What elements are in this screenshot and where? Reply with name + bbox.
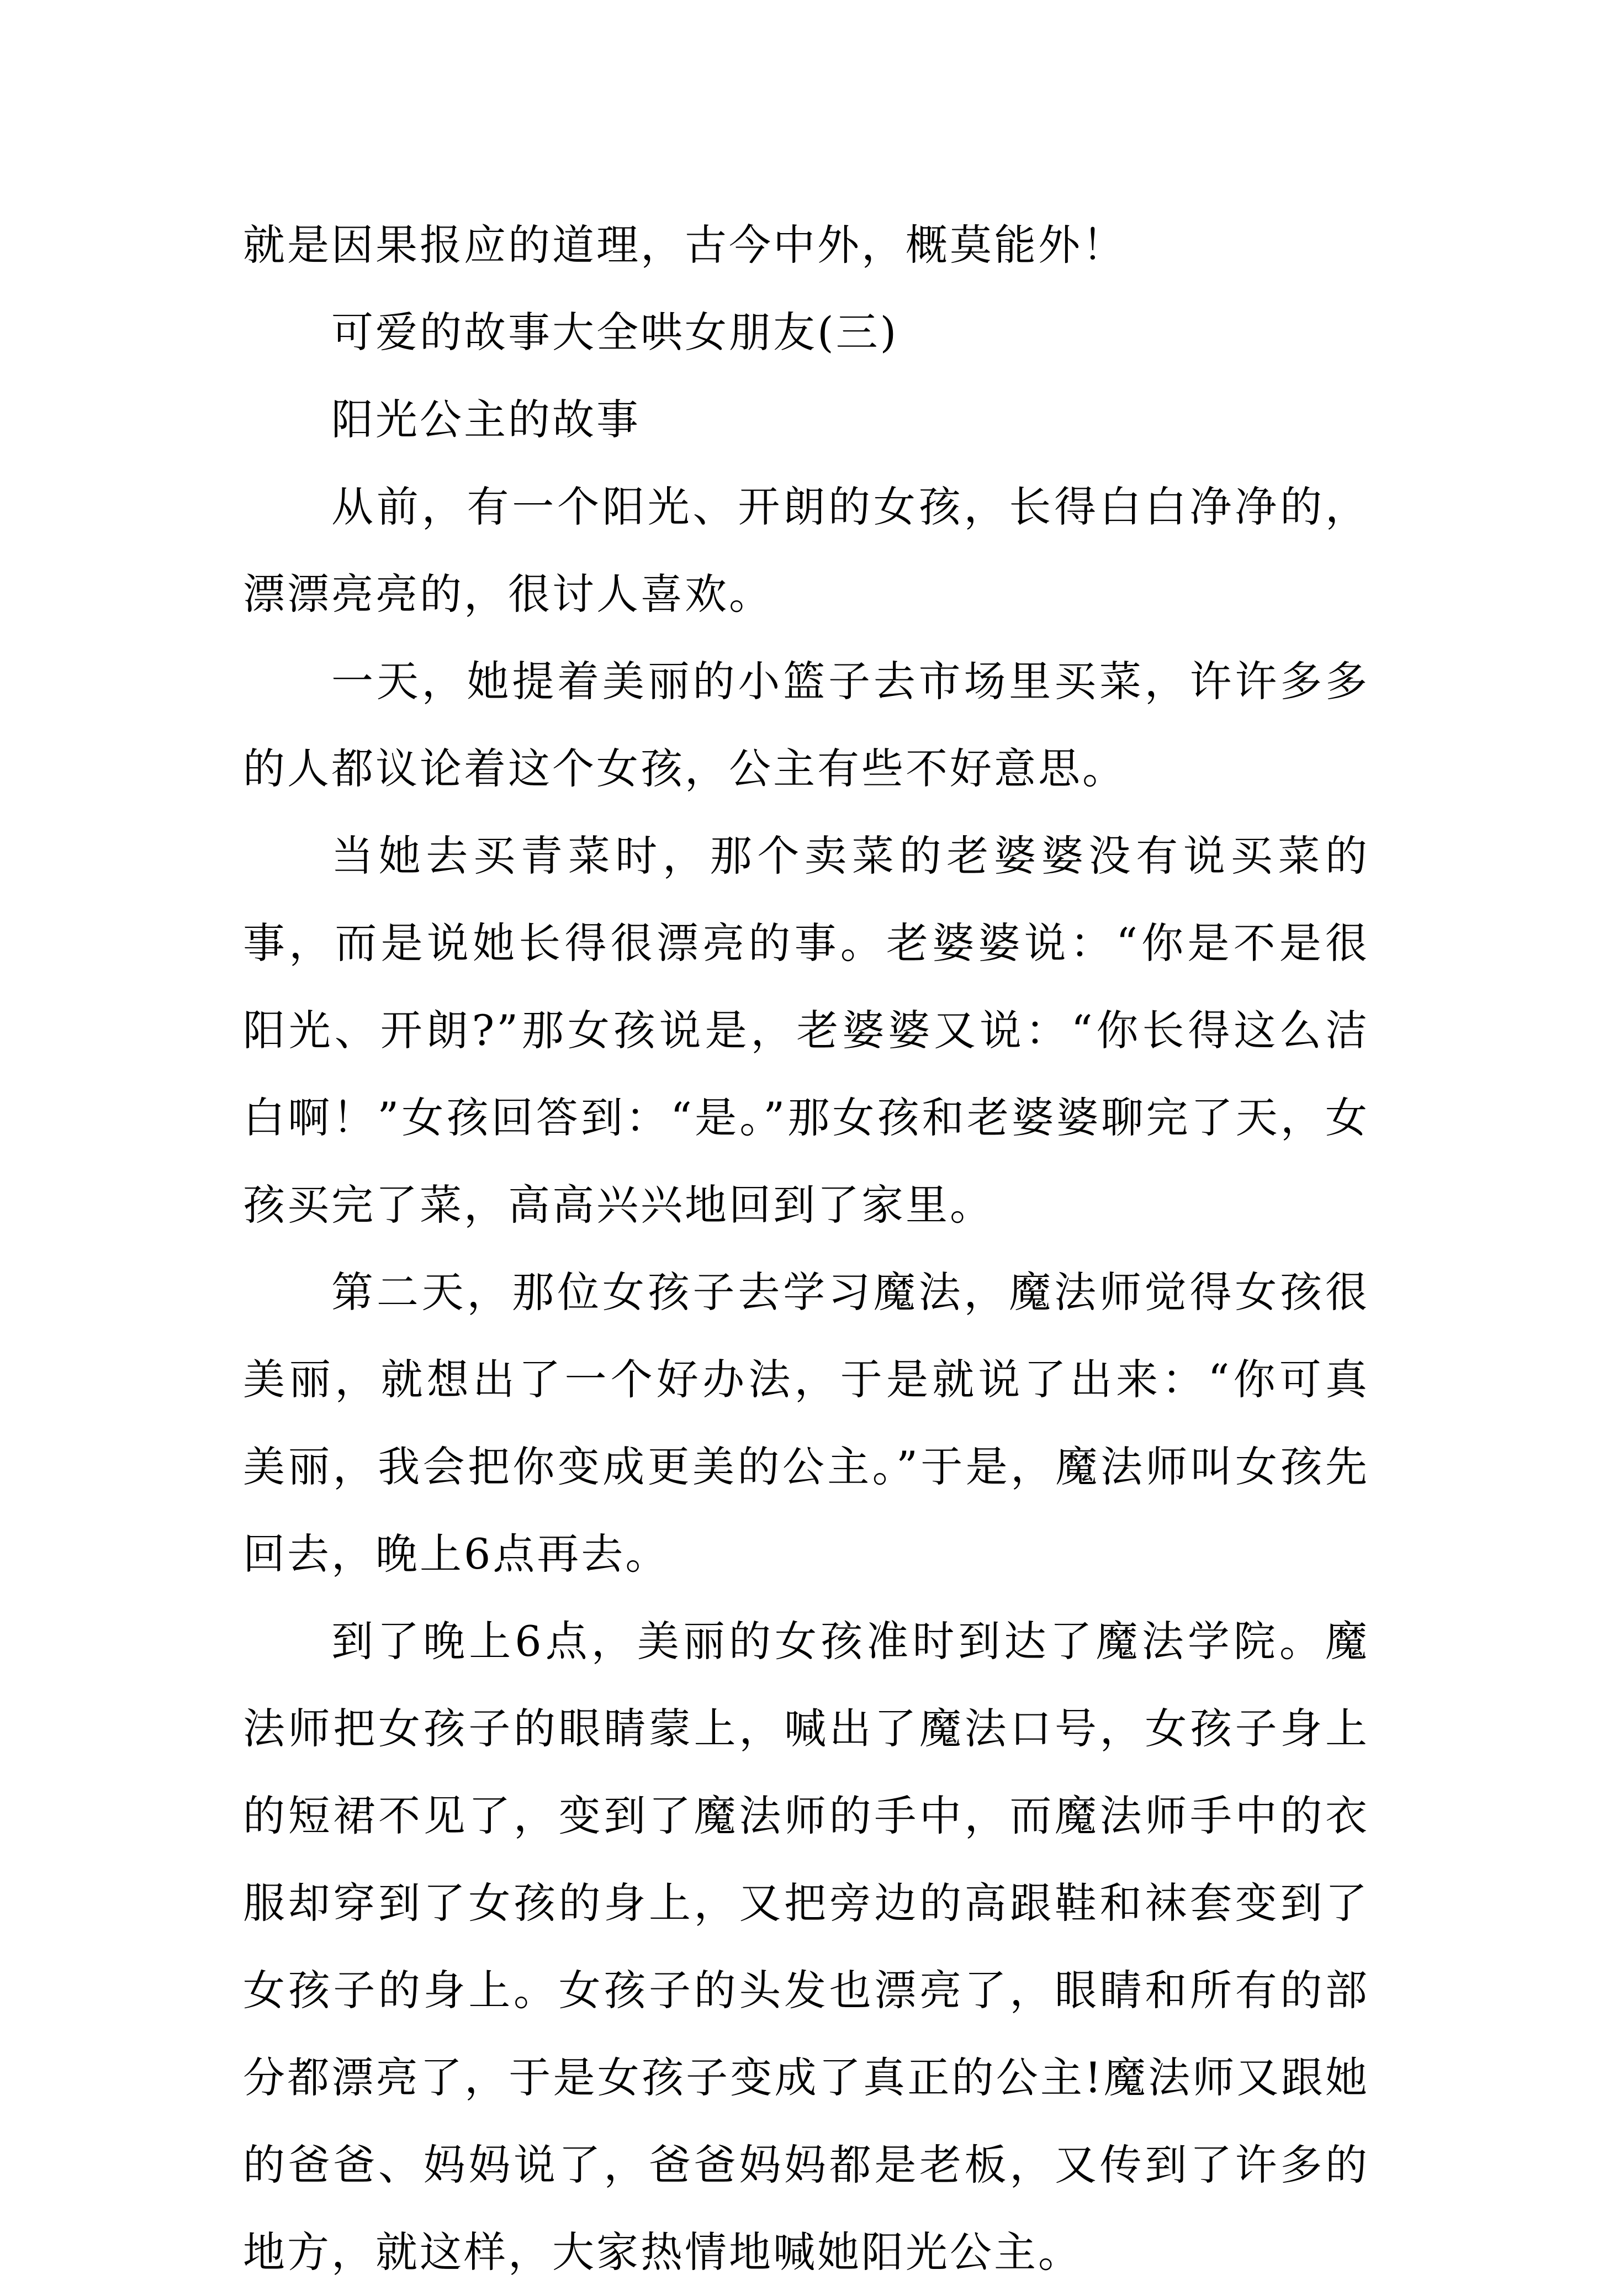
paragraph: 从前，有一个阳光、开朗的女孩，长得白白净净的，漂漂亮亮的，很讨人喜欢。 bbox=[243, 482, 1369, 619]
document-body bbox=[243, 202, 1369, 2296]
section-heading: 可爱的故事大全哄女朋友(三) bbox=[331, 308, 899, 357]
paragraph: 当她去买青菜时，那个卖菜的老婆婆没有说买菜的事，而是说她长得很漂亮的事。老婆婆说：“你是不是很阳光、开朗?”那女孩说是，老婆婆又说：“你长得这么洁白啊！”女孩回答到：“是。”那女孩和老婆婆聊完了天，女孩买完了菜，高高兴兴地回到了家里。 bbox=[243, 831, 1369, 1229]
paragraph: 一天，她提着美丽的小篮子去市场里买菜，许许多多的人都议论着这个女孩，公主有些不好意思。 bbox=[243, 657, 1369, 793]
story-title: 阳光公主的故事 bbox=[331, 395, 641, 444]
paragraph: 到了晚上6点，美丽的女孩准时到达了魔法学院。魔法师把女孩子的眼睛蒙上，喊出了魔法口号，女孩子身上的短裙不见了，变到了魔法师的手中，而魔法师手中的衣服却穿到了女孩的身上，又把旁边的高跟鞋和袜套变到了女孩子的身上。女孩子的头发也漂亮了，眼睛和所有的部分都漂亮了，于是女孩子变成了真正的公主!魔法师又跟她的爸爸、妈妈说了，爸爸妈妈都是老板，又传到了许多的地方，就这样，大家热情地喊她阳光公主。 bbox=[243, 1617, 1369, 2277]
paragraph-continuation: 就是因果报应的道理，古今中外，概莫能外！ bbox=[243, 220, 1126, 270]
paragraph: 第二天，那位女孩子去学习魔法，魔法师觉得女孩很美丽，就想出了一个好办法，于是就说了出来：“你可真美丽，我会把你变成更美的公主。”于是，魔法师叫女孩先回去，晚上6点再去。 bbox=[243, 1268, 1369, 1579]
